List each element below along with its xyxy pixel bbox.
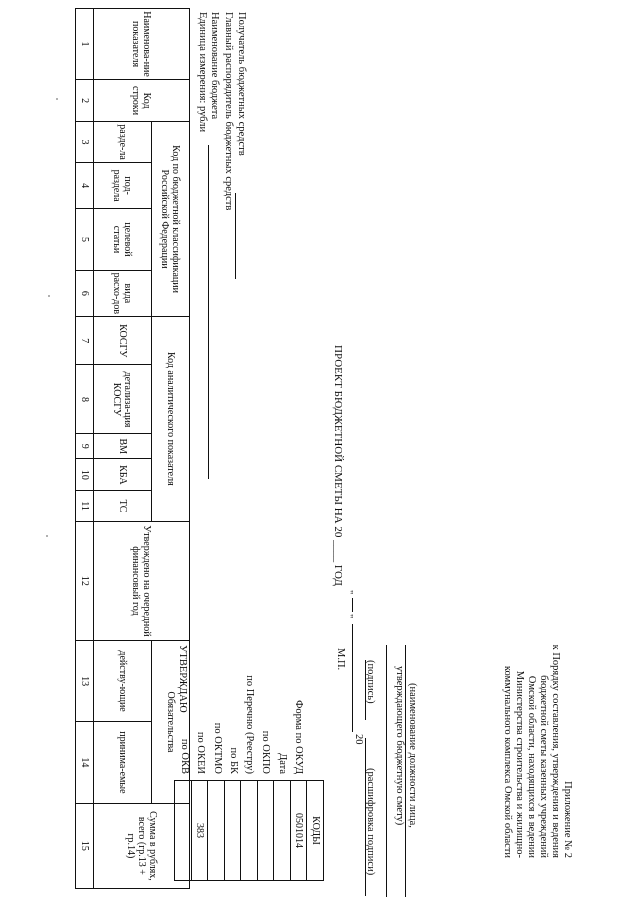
column-number: 11 — [76, 491, 94, 521]
column-number: 12 — [76, 521, 94, 641]
info-main-manager: Главный распорядитель бюджетных средств — [223, 12, 234, 211]
code-value — [241, 781, 258, 881]
code-value — [258, 781, 275, 881]
codes-labels — [176, 560, 306, 774]
column-number: 5 — [76, 209, 94, 270]
column-number: 9 — [76, 434, 94, 459]
header-budget-class: Код по бюджетной классификации Российской Федерации — [152, 122, 190, 317]
column-number: 6 — [76, 270, 94, 316]
position-caption: (наименование должности лица, — [407, 683, 418, 828]
appendix-title: Приложение № 2 — [562, 781, 573, 858]
column-number: 4 — [76, 163, 94, 209]
scan-speck — [56, 98, 58, 100]
code-value: 383 — [192, 781, 209, 881]
position-caption: утверждающего бюджетную смету) — [394, 666, 405, 826]
code-label: Дата — [276, 753, 288, 774]
date-open-quote: " — [343, 590, 354, 595]
header-obligations: Обязательства — [152, 641, 190, 804]
info-unit: Единица измерения: рубли — [197, 12, 208, 133]
column-number: 3 — [76, 122, 94, 163]
header-approved: Утверждено на очередной финансовый год — [94, 521, 190, 641]
code-value — [225, 781, 242, 881]
header-name: Наименова-ние показателя — [94, 9, 190, 80]
code-label: по ОКЕИ — [195, 731, 207, 774]
info-recipient-line — [235, 193, 247, 279]
scan-speck — [48, 295, 50, 297]
header-exp-type: вида расхо-дов — [94, 270, 152, 316]
header-analytic: Код аналитического показателя — [152, 317, 190, 522]
column-number: 2 — [76, 80, 94, 122]
appendix-line: Омской области, находящихся в ведении — [526, 675, 537, 858]
info-budget-line — [208, 145, 220, 479]
code-label: по ОКВ — [178, 738, 190, 774]
signature-caption: (подпись) — [365, 660, 376, 704]
approve-title: УТВЕРЖДАЮ — [177, 645, 188, 713]
column-number: 1 — [76, 9, 94, 80]
header-active: действу-ющие — [94, 641, 152, 722]
header-kosgu-detail: детализа-ция КОСГУ — [94, 365, 152, 434]
column-number: 8 — [76, 365, 94, 434]
codes-table — [175, 780, 325, 881]
info-recipient: Получатель бюджетных средств — [236, 12, 247, 156]
appendix-line: Министерства строительства и жилищно- — [514, 670, 525, 858]
header-accepted: принима-емые — [94, 721, 152, 803]
decoding-caption: (расшифровка подписи) — [365, 768, 376, 876]
codes-header: КОДЫ — [307, 781, 324, 881]
appendix-line: бюджетной сметы казенных учреждений — [538, 675, 549, 858]
header-subsection: под-раздела — [94, 163, 152, 209]
code-label: по ОКПО — [260, 730, 272, 774]
column-number: 7 — [76, 317, 94, 365]
month-line — [352, 624, 364, 732]
code-label: Форма по ОКУД — [293, 700, 304, 774]
header-section: разде-ла — [94, 122, 152, 163]
header-target: целевой статьи — [94, 209, 152, 270]
document-title: ПРОЕКТ БЮДЖЕТНОЙ СМЕТЫ НА 20 ____ ГОД — [332, 345, 344, 586]
appendix-block — [501, 440, 573, 858]
stamp-label: М.П. — [335, 648, 346, 671]
code-label: по Перечню (Реестру) — [244, 675, 256, 774]
date-close-quote: " — [343, 614, 354, 619]
header-kosgu: КОСГУ — [94, 317, 152, 365]
code-label: по ОКТМО — [211, 722, 223, 774]
column-number: 15 — [76, 803, 94, 888]
header-row-code: Код строки — [94, 80, 190, 122]
column-number: 10 — [76, 459, 94, 491]
header-sum: Сумма в рублях, всего (гр.13 + гр.14) — [94, 803, 190, 888]
code-label: по БК — [227, 747, 239, 774]
day-line — [352, 598, 364, 612]
smeta-table — [75, 8, 190, 889]
info-budget-name: Наименование бюджета — [209, 12, 220, 120]
year-prefix: 20 — [353, 734, 364, 745]
column-number: 13 — [76, 641, 94, 722]
scan-speck — [46, 535, 48, 537]
appendix-line: коммунального комплекса Омской области — [502, 665, 513, 858]
appendix-line: к Порядку составления, утверждения и ведения — [550, 644, 561, 858]
code-value — [274, 781, 291, 881]
header-tc: ТС — [94, 491, 152, 521]
code-value — [208, 781, 225, 881]
header-vm: ВМ — [94, 434, 152, 459]
code-value: 0501014 — [291, 781, 308, 881]
header-kba: КБА — [94, 459, 152, 491]
column-number: 14 — [76, 721, 94, 803]
